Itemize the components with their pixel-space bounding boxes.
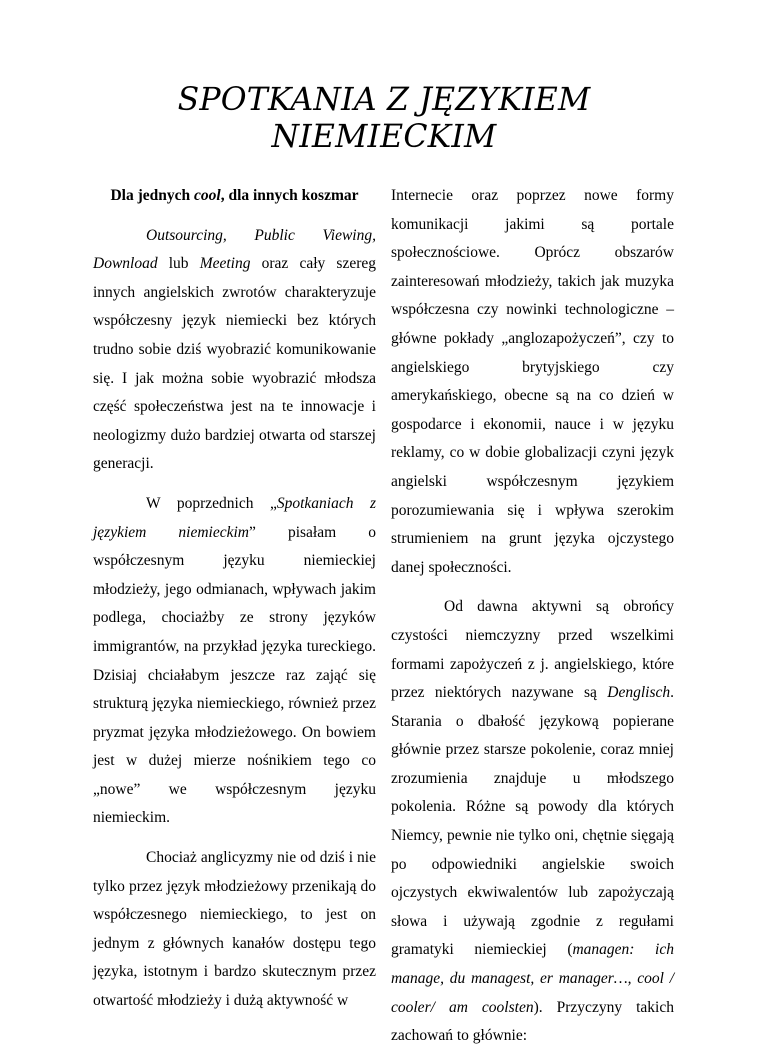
paragraph-2-series-title: Spotkaniach z językiem niemieckim: [93, 494, 376, 541]
subheading-text: Dla jednych: [110, 187, 195, 204]
paragraph-2-text: W poprzednich „: [146, 494, 277, 512]
paragraph-5-term-denglisch: Denglisch: [607, 684, 671, 702]
paragraph-2-text-rest: ” pisałam o współczesnym języku niemieckiej młodzieży, jego odmianach, wpływach jakim podlega, chociażby ze strony języków immigrantów, na przykład języka tureckiego. Dzisiaj chciałabym jeszcze raz zająć się strukturą języka niemieckiego, również przez pryzmat języka młodzieżowego. On bowiem jest w dużej mierze nośnikiem tego co „nowe” we współczesnym języku niemieckim.: [93, 523, 377, 827]
article-subheading: [93, 182, 376, 211]
paragraph-5-text-mid: . Starania o dbałość językową popierane głównie przez starsze pokolenie, coraz mniej zrozumienia znajduje u młodszego pokolenia. Różne są powody dla których Niemcy, pewnie nie tylko oni, chętnie sięgają po odpowiedniki angielskie swoich ojczystych ekwiwalentów lub zapożyczają słowa i używają zgodnie z regułami gramatyki niemieckiej (: [391, 684, 674, 959]
paragraph-1-text-rest: oraz cały szereg innych angielskich zwrotów charakteryzuje współczesny język niemiecki bez których trudno sobie dziś wyobrazić komunikowanie się. I jak można sobie wyobrazić młodsza część społeczeństwa jest na te innowacje i neologizmy dużo bardziej otwarta od starszej generacji.: [93, 255, 377, 473]
paragraph-1-terms: Outsourcing, Public Viewing, Download: [93, 226, 376, 273]
paragraph-5-examples: managen: ich manage, du managest, er manager…, cool / cooler/ am coolsten: [391, 941, 674, 1016]
paragraph-3: Chociaż anglicyzmy nie od dziś i nie tylko przez język młodzieżowy przenikają do współczesnego niemieckiego, to jest on jednym z głównych kanałów dostępu tego języka, istotnym i bardzo skutecznym przez otwartość młodzieży i dużą aktywność w: [93, 849, 376, 1010]
title-line-1: SPOTKANIA Z JĘZYKIEM: [177, 82, 591, 118]
page-title: [0, 82, 768, 156]
left-column: [93, 182, 376, 1016]
paragraph-5-text-end: ). Przyczyny takich zachowań to głównie:: [391, 998, 674, 1045]
paragraph-1: [93, 222, 376, 479]
paragraph-4: Internecie oraz poprzez nowe formy komunikacji jakimi są portale społecznościowe. Oprócz obszarów zainteresowań młodzieży, takich jak muzyka współczesna czy nowinki technologiczne – główne pokłady „anglozapożyczeń”, czy to angielskiego brytyjskiego czy amerykańskiego, obecne są na co dzień w gospodarce i ekonomii, nauce i w języku reklamy, co w dobie globalizacji czyni język angielski współczesnym językiem porozumiewania się i wpływa szerokim strumieniem na grunt języka ojczystego danej społeczności.: [391, 187, 674, 576]
paragraph-5-text: Od dawna aktywni są obrońcy czystości niemczyzny przed wszelkimi formami zapożyczeń z j. angielskiego, które przez niektórych nazywane są: [391, 598, 674, 702]
subheading-emphasis: cool: [194, 187, 221, 204]
subheading-text-end: , dla innych koszmar: [220, 187, 359, 204]
title-line-2: NIEMIECKIM: [271, 119, 497, 155]
paragraph-1-term-meeting: Meeting: [199, 255, 251, 273]
right-column: [391, 182, 674, 1051]
paragraph-5: [391, 593, 674, 1051]
paragraph-1-text: lub: [157, 255, 200, 273]
paragraph-2: [93, 490, 376, 833]
